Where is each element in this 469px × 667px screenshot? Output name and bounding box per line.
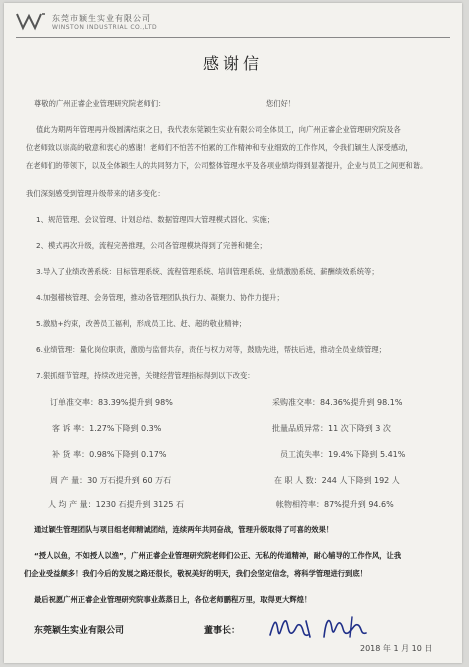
change-item-5: 5.激励+约束，改善员工福利，形成员工比、赶、超的敬业精神； <box>36 319 247 328</box>
change-item-7: 7.狠抓细节管理，持续改进完善，关键经营管理指标得到以下改变： <box>36 371 255 380</box>
metric-right-4: 在 职 人 数：244 人下降到 192 人 <box>274 476 400 485</box>
changes-intro: 我们深刻感受到管理升级带来的诸多变化： <box>26 189 165 198</box>
company-name-cn: 东莞市颖生实业有限公司 <box>52 14 151 23</box>
metric-left-4: 周 产 量：30 万石提升到 60 万石 <box>50 476 172 485</box>
quote-line-2: 们企业受益颇多！我们今后的发展之路还很长，敬祝美好的明天，我们会坚定信念，将科学管理进行到底！ <box>24 569 367 578</box>
metric-left-1: 订单准交率：83.39%提升到 98% <box>50 398 173 407</box>
conclusion: 通过颖生管理团队与项目组老师精诚团结，连续两年共同奋战，管理升级取得了可喜的效果！ <box>34 525 334 534</box>
closing-wish: 最后祝愿广州正睿企业管理研究院事业蒸蒸日上，各位老师鹏程万里，取得更大辉煌！ <box>34 595 312 604</box>
letter-page <box>4 3 462 663</box>
quote-line-1: “授人以鱼，不如授人以渔”，广州正睿企业管理研究院老师们公正、无私的传道精神，耐心辅导的工作作风，让我 <box>34 551 402 560</box>
salutation: 尊敬的广州正睿企业管理研究院老师们： <box>34 99 166 108</box>
metric-right-1: 采购准交率：84.36%提升到 98.1% <box>272 398 403 407</box>
intro-line-2: 位老师致以崇高的敬意和衷心的感谢！老师们不怕苦不怕累的工作精神和专业细致的工作作风，令我们颖生人深受感动， <box>26 143 413 152</box>
chairman-label: 董事长： <box>204 626 241 636</box>
metric-left-5: 人 均 产 量：1230 石提升到 3125 石 <box>48 500 184 509</box>
metric-left-2: 客 诉 率：1.27%下降到 0.3% <box>52 424 162 433</box>
metric-right-2: 批量品质异常：11 次下降到 3 次 <box>272 424 391 433</box>
metric-left-3: 补 货 率：0.98%下降到 0.17% <box>52 450 167 459</box>
salutation-greeting: 您们好！ <box>266 99 296 108</box>
intro-line-1: 值此为期两年管理再升级圆满结束之日，我代表东莞颖生实业有限公司全体员工，向广州正睿企业管理研究院及各 <box>36 125 401 134</box>
company-logo-icon <box>16 11 46 31</box>
change-item-6: 6.业绩管理：量化岗位职责，激励与监督共存，责任与权力对等，鼓励先进，帮扶后进，推动全员业绩管理； <box>36 345 386 354</box>
footer-company: 东莞颖生实业有限公司 <box>34 626 125 636</box>
change-item-2: 2、模式再次升级，流程完善推理，公司各管理模块得到了完善和健全； <box>36 241 267 250</box>
page-title: 感谢信 <box>202 54 263 73</box>
change-item-3: 3.导入了业绩改善系统：目标管理系统、流程管理系统、培训管理系统、业绩激励系统、薪酬绩效系统等； <box>36 267 379 276</box>
letter-date: 2018 年 1 月 10 日 <box>360 644 433 653</box>
metric-right-5: 帐物相符率：87%提升到 94.6% <box>276 500 394 509</box>
metric-right-3: 员工流失率：19.4%下降到 5.41% <box>280 450 406 459</box>
change-item-4: 4.加强稽核管理、会务管理，推动各管理团队执行力、凝聚力、协作力提升； <box>36 293 284 302</box>
intro-line-3: 在老师们的带领下，以及全体颖生人的共同努力下，公司整体管理水平及各项业绩均得到显著提升，企业与员工之间更和谐。 <box>26 161 428 170</box>
chairman-signature <box>266 611 376 643</box>
change-item-1: 1、规范管理、会议管理、计划总结、数据管理四大管理模式固化、实施； <box>36 215 275 224</box>
header-divider <box>16 37 450 38</box>
company-name-en: WINSTON INDUSTRIAL CO.,LTD <box>52 24 158 31</box>
